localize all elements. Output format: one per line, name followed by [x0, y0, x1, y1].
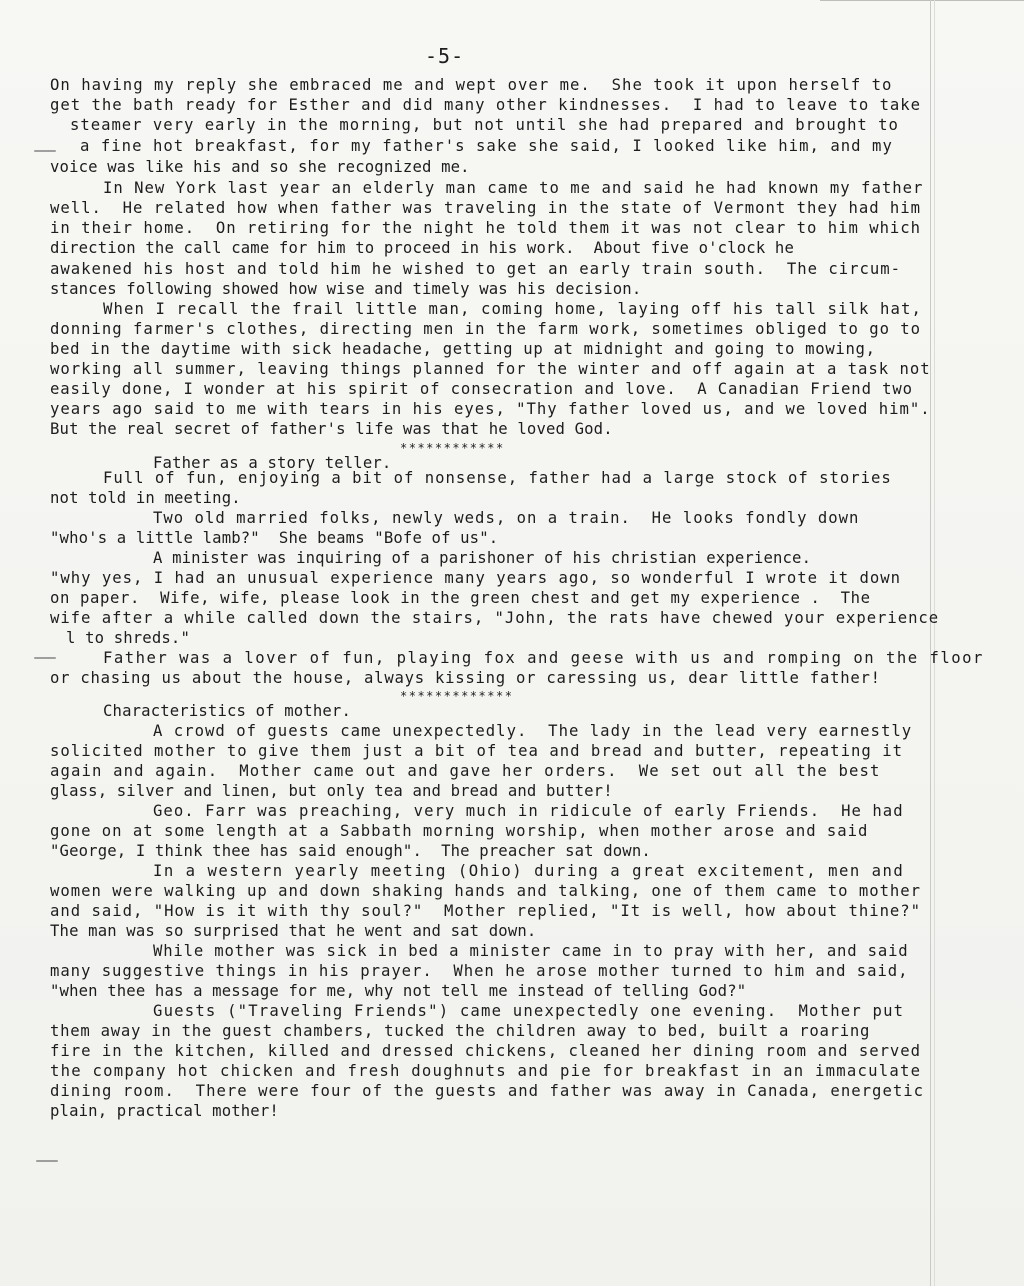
- text-line: dining room. There were four of the guests and father was away in Canada, energetic: [50, 1082, 925, 1100]
- text-line: years ago said to me with tears in his eyes, "Thy father loved us, and we loved him".: [50, 400, 931, 418]
- margin-mark: [34, 657, 56, 659]
- text-line: Geo. Farr was preaching, very much in ridicule of early Friends. He had: [153, 802, 904, 820]
- text-line: In New York last year an elderly man came to me and said he had known my father: [103, 179, 924, 197]
- section-divider: *************: [400, 689, 514, 703]
- text-line: "why yes, I had an unusual experience many years ago, so wonderful I wrote it down: [50, 569, 901, 587]
- text-line: Father as a story teller.: [153, 454, 392, 472]
- text-line: well. He related how when father was traveling in the state of Vermont they had him: [50, 199, 922, 217]
- text-line: Two old married folks, newly weds, on a train. He looks fondly down: [153, 509, 860, 527]
- text-line: and said, "How is it with thy soul?" Mother replied, "It is well, how about thine?": [50, 902, 922, 920]
- text-line: "who's a little lamb?" She beams "Bofe of us".: [50, 529, 499, 547]
- text-line: While mother was sick in bed a minister came in to pray with her, and said: [153, 942, 909, 960]
- text-line: get the bath ready for Esther and did many other kindnesses. I had to leave to take: [50, 96, 922, 114]
- text-line: again and again. Mother came out and gave her orders. We set out all the best: [50, 762, 881, 780]
- text-line: wife after a while called down the stairs, "John, the rats have chewed your experience: [50, 609, 940, 627]
- text-line: "George, I think thee has said enough". The preacher sat down.: [50, 842, 651, 860]
- text-line: When I recall the frail little man, coming home, laying off his tall silk hat,: [103, 300, 922, 318]
- text-line: Characteristics of mother.: [103, 702, 351, 720]
- text-line: working all summer, leaving things planned for the winter and off again at a task not: [50, 360, 931, 378]
- text-line: the company hot chicken and fresh doughnuts and pie for breakfast in an immaculate: [50, 1062, 922, 1080]
- right-margin-line: [930, 0, 931, 1286]
- margin-mark: [36, 1160, 58, 1162]
- text-line: A crowd of guests came unexpectedly. The lady in the lead very earnestly: [153, 722, 913, 740]
- text-line: The man was so surprised that he went and sat down.: [50, 922, 537, 940]
- text-line: bed in the daytime with sick headache, getting up at midnight and going to mowing,: [50, 340, 876, 358]
- text-line: l to shreds.": [66, 629, 190, 647]
- text-line: But the real secret of father's life was that he loved God.: [50, 420, 613, 438]
- text-line: In a western yearly meeting (Ohio) during a great excitement, men and: [153, 862, 905, 880]
- text-line: many suggestive things in his prayer. When he arose mother turned to him and said,: [50, 962, 909, 980]
- text-line: Father was a lover of fun, playing fox and geese with us and romping on the floor: [103, 649, 984, 667]
- text-line: fire in the kitchen, killed and dressed chickens, cleaned her dining room and served: [50, 1042, 922, 1060]
- text-line: them away in the guest chambers, tucked the children away to bed, built a roaring: [50, 1022, 871, 1040]
- text-line: On having my reply she embraced me and wept over me. She took it upon herself to: [50, 76, 893, 94]
- text-line: gone on at some length at a Sabbath morning worship, when mother arose and said: [50, 822, 869, 840]
- text-line: Full of fun, enjoying a bit of nonsense, father had a large stock of stories: [103, 469, 892, 487]
- text-line: easily done, I wonder at his spirit of consecration and love. A Canadian Friend two: [50, 380, 913, 398]
- text-line: "when thee has a message for me, why not tell me instead of telling God?": [50, 982, 747, 1000]
- text-line: awakened his host and told him he wished to get an early train south. The circum-: [50, 260, 901, 278]
- text-line: not told in meeting.: [50, 489, 241, 507]
- text-line: women were walking up and down shaking hands and talking, one of them came to mother: [50, 882, 922, 900]
- text-line: or chasing us about the house, always kissing or caressing us, dear little father!: [50, 669, 881, 687]
- text-line: glass, silver and linen, but only tea and bread and butter!: [50, 782, 613, 800]
- text-line: on paper. Wife, wife, please look in the green chest and get my experience . The: [50, 589, 871, 607]
- text-line: in their home. On retiring for the night he told them it was not clear to him which: [50, 219, 922, 237]
- text-line: A minister was inquiring of a parishoner of his christian experience.: [153, 549, 812, 567]
- text-line: direction the call came for him to proceed in his work. About five o'clock he: [50, 239, 794, 257]
- text-line: voice was like his and so she recognized me.: [50, 158, 470, 176]
- margin-mark: [34, 150, 56, 152]
- text-line: donning farmer's clothes, directing men in the farm work, sometimes obliged to go to: [50, 320, 922, 338]
- text-line: a fine hot breakfast, for my father's sake she said, I looked like him, and my: [80, 137, 893, 155]
- text-line: steamer very early in the morning, but not until she had prepared and brought to: [70, 116, 899, 134]
- section-divider: ************: [400, 441, 505, 455]
- right-margin-line-inner: [934, 0, 935, 1286]
- text-line: solicited mother to give them just a bit of tea and bread and butter, repeating it: [50, 742, 903, 760]
- top-edge-line: [820, 0, 1024, 1]
- text-line: plain, practical mother!: [50, 1102, 279, 1120]
- text-line: Guests ("Traveling Friends") came unexpectedly one evening. Mother put: [153, 1002, 905, 1020]
- page-number: -5-: [425, 44, 465, 68]
- text-line: stances following showed how wise and timely was his decision.: [50, 280, 642, 298]
